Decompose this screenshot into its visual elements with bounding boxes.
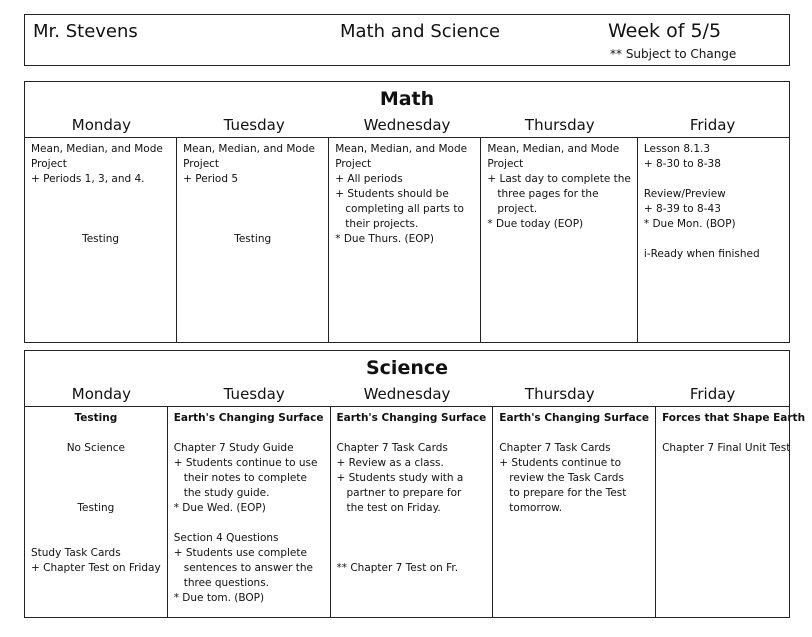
math-wednesday-cell xyxy=(329,138,481,342)
science-tuesday-line: their notes to complete xyxy=(183,472,307,484)
science-thursday-line: + Students continue to xyxy=(499,457,622,469)
math-thursday-line: + Last day to complete the xyxy=(487,173,631,185)
science-tuesday-line: sentences to answer the xyxy=(183,562,313,574)
science-grid xyxy=(25,406,806,617)
math-thursday-line: Mean, Median, and Mode xyxy=(487,143,620,155)
science-tuesday-cell xyxy=(168,407,331,617)
math-friday-cell xyxy=(638,138,789,342)
day-tuesday: Tuesday xyxy=(223,385,285,403)
math-friday-line: * Due Mon. (BOP) xyxy=(643,218,736,230)
science-wednesday-line: partner to prepare for xyxy=(346,487,462,499)
science-tuesday-line: * Due tom. (BOP) xyxy=(173,592,265,604)
science-thursday-line: tomorrow. xyxy=(509,502,563,514)
science-wednesday-line: the test on Friday. xyxy=(346,502,441,514)
science-tuesday-line: Section 4 Questions xyxy=(173,532,279,544)
subject-title: Math and Science xyxy=(340,21,501,42)
science-wednesday-line: + Students study with a xyxy=(336,472,464,484)
math-tuesday-testing: Testing xyxy=(234,233,272,245)
math-friday-line: + 8-39 to 8-43 xyxy=(643,203,721,215)
science-tuesday-line: the study guide. xyxy=(183,487,270,499)
math-thursday-line: Project xyxy=(487,158,524,170)
science-monday-line: No Science xyxy=(66,442,126,454)
math-monday-line: Project xyxy=(31,158,67,170)
science-tuesday-line: * Due Wed. (EOP) xyxy=(173,502,266,514)
science-tuesday-line: + Students use complete xyxy=(173,547,307,559)
science-tuesday-line: + Students continue to use xyxy=(173,457,318,469)
science-thursday-line: review the Task Cards xyxy=(509,472,624,484)
day-friday: Friday xyxy=(689,116,736,134)
science-thursday-cell xyxy=(493,407,656,617)
science-thursday-line: Chapter 7 Task Cards xyxy=(499,442,611,454)
science-tuesday-heading: Earth's Changing Surface xyxy=(173,412,324,424)
math-wednesday-line: their projects. xyxy=(345,218,419,230)
science-day-headers xyxy=(25,385,789,403)
teacher-name: Mr. Stevens xyxy=(33,21,138,42)
science-friday-cell xyxy=(656,407,811,617)
subject-to-change-note: ** Subject to Change xyxy=(610,47,737,61)
science-tuesday-line: Chapter 7 Study Guide xyxy=(173,442,294,454)
science-wednesday-line: + Review as a class. xyxy=(336,457,444,469)
science-monday-line: + Chapter Test on Friday xyxy=(31,562,161,574)
math-tuesday-cell xyxy=(177,138,329,342)
math-friday-line: Review/Preview xyxy=(643,188,726,200)
week-label: Week of 5/5 xyxy=(608,20,722,42)
science-monday-heading: Testing xyxy=(74,412,118,424)
day-wednesday: Wednesday xyxy=(363,116,451,134)
science-monday-line: Study Task Cards xyxy=(31,547,121,559)
day-thursday: Thursday xyxy=(524,385,595,403)
day-tuesday: Tuesday xyxy=(223,116,285,134)
math-friday-line: i-Ready when finished xyxy=(643,248,760,260)
math-schedule xyxy=(24,81,790,343)
science-tuesday-line: three questions. xyxy=(183,577,270,589)
math-tuesday-line: + Period 5 xyxy=(183,173,239,185)
math-monday-line: Mean, Median, and Mode xyxy=(31,143,163,155)
science-monday-cell xyxy=(25,407,168,617)
math-wednesday-line: + All periods xyxy=(335,173,403,185)
math-thursday-cell xyxy=(481,138,638,342)
science-wednesday-line: ** Chapter 7 Test on Fr. xyxy=(336,562,459,574)
math-monday-testing: Testing xyxy=(82,233,120,245)
math-thursday-line: three pages for the xyxy=(497,188,599,200)
science-friday-heading: Forces that Shape Earth xyxy=(662,412,806,424)
science-monday-line: Testing xyxy=(77,502,115,514)
math-tuesday-line: Project xyxy=(183,158,220,170)
science-friday-line: Chapter 7 Final Unit Test xyxy=(662,442,791,454)
math-wednesday-line: + Students should be xyxy=(335,188,449,200)
math-monday-cell xyxy=(25,138,177,342)
math-wednesday-line: Project xyxy=(335,158,372,170)
math-thursday-line: project. xyxy=(497,203,538,215)
math-wednesday-line: Mean, Median, and Mode xyxy=(335,143,468,155)
day-thursday: Thursday xyxy=(524,116,595,134)
science-thursday-heading: Earth's Changing Surface xyxy=(499,412,650,424)
header-box xyxy=(24,14,790,66)
math-grid xyxy=(25,137,789,342)
math-friday-line: Lesson 8.1.3 xyxy=(643,143,711,155)
math-title: Math xyxy=(379,88,435,110)
math-wednesday-line: completing all parts to xyxy=(345,203,464,215)
day-monday: Monday xyxy=(71,385,131,403)
science-wednesday-heading: Earth's Changing Surface xyxy=(336,412,487,424)
science-schedule xyxy=(24,350,806,618)
day-monday: Monday xyxy=(71,116,131,134)
math-friday-line: + 8-30 to 8-38 xyxy=(643,158,721,170)
math-monday-line: + Periods 1, 3, and 4. xyxy=(31,173,145,185)
math-wednesday-line: * Due Thurs. (EOP) xyxy=(335,233,434,245)
math-tuesday-line: Mean, Median, and Mode xyxy=(183,143,315,155)
day-wednesday: Wednesday xyxy=(363,385,451,403)
math-day-headers xyxy=(25,116,789,134)
science-title: Science xyxy=(365,357,449,379)
science-thursday-line: to prepare for the Test xyxy=(509,487,627,499)
science-wednesday-cell xyxy=(331,407,494,617)
math-thursday-line: * Due today (EOP) xyxy=(487,218,584,230)
science-wednesday-line: Chapter 7 Task Cards xyxy=(336,442,448,454)
day-friday: Friday xyxy=(689,385,736,403)
